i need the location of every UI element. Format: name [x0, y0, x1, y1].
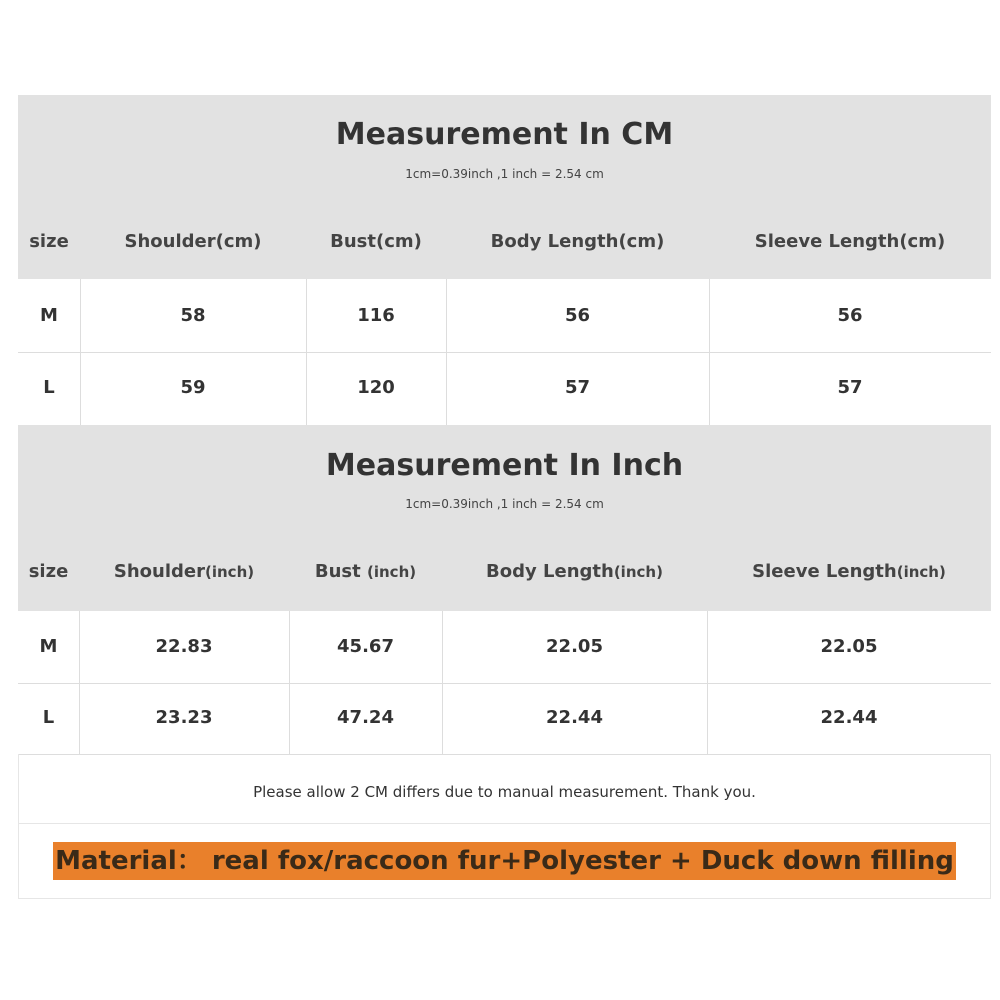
measurement-note: Please allow 2 CM differs due to manual measurement. Thank you.	[253, 783, 756, 801]
inch-row-m-sleeve-length: 22.05	[820, 636, 878, 657]
cm-row-l-size: L	[43, 377, 55, 398]
inch-table-title: Measurement In Inch	[325, 448, 684, 483]
inch-row-m-body-length: 22.05	[546, 636, 603, 657]
cm-table-subtitle: 1cm=0.39inch ,1 inch = 2.54 cm	[405, 167, 604, 181]
inch-table-subtitle: 1cm=0.39inch ,1 inch = 2.54 cm	[405, 497, 604, 511]
cm-header-sleeve-length: Sleeve Length(cm)	[754, 231, 946, 252]
cm-header-band	[18, 95, 991, 279]
inch-header-band	[18, 425, 991, 611]
cm-row-l-body-length: 57	[564, 377, 591, 398]
inch-header-body-length: Body Length(inch)	[486, 561, 663, 582]
cm-header-bust: Bust(cm)	[330, 231, 422, 252]
inch-row-m-shoulder: 22.83	[155, 636, 213, 657]
inch-header-bust: Bust (inch)	[314, 561, 417, 582]
inch-header-sleeve-length: Sleeve Length(inch)	[752, 561, 946, 582]
cm-table-body	[18, 279, 991, 425]
cm-table-title: Measurement In CM	[335, 117, 674, 152]
cm-row-m-shoulder: 58	[180, 305, 206, 326]
inch-row-l-shoulder: 23.23	[155, 707, 213, 728]
cm-header-size: size	[29, 231, 69, 252]
size-chart	[18, 95, 991, 899]
cm-header-shoulder: Shoulder(cm)	[124, 231, 262, 252]
inch-row-l-sleeve-length: 22.44	[820, 707, 878, 728]
material-label: Material： real fox/raccoon fur+Polyester + Duck down filling	[53, 842, 956, 880]
cm-row-l-shoulder: 59	[180, 377, 206, 398]
cm-row-m-size: M	[40, 305, 58, 326]
cm-row-l-sleeve-length: 57	[837, 377, 863, 398]
inch-row-l-bust: 47.24	[337, 707, 394, 728]
cm-row-m-sleeve-length: 56	[837, 305, 863, 326]
cm-row-m-body-length: 56	[564, 305, 591, 326]
inch-header-shoulder: Shoulder(inch)	[113, 561, 255, 582]
inch-header-size: size	[28, 561, 69, 582]
inch-row-l-size: L	[42, 707, 55, 728]
cm-row-l-bust: 120	[357, 377, 395, 398]
cm-header-body-length: Body Length(cm)	[490, 231, 665, 252]
inch-row-m-bust: 45.67	[337, 636, 394, 657]
inch-row-l-body-length: 22.44	[546, 707, 603, 728]
inch-table-body	[18, 611, 991, 754]
inch-row-m-size: M	[39, 636, 58, 657]
cm-row-m-bust: 116	[357, 305, 395, 326]
